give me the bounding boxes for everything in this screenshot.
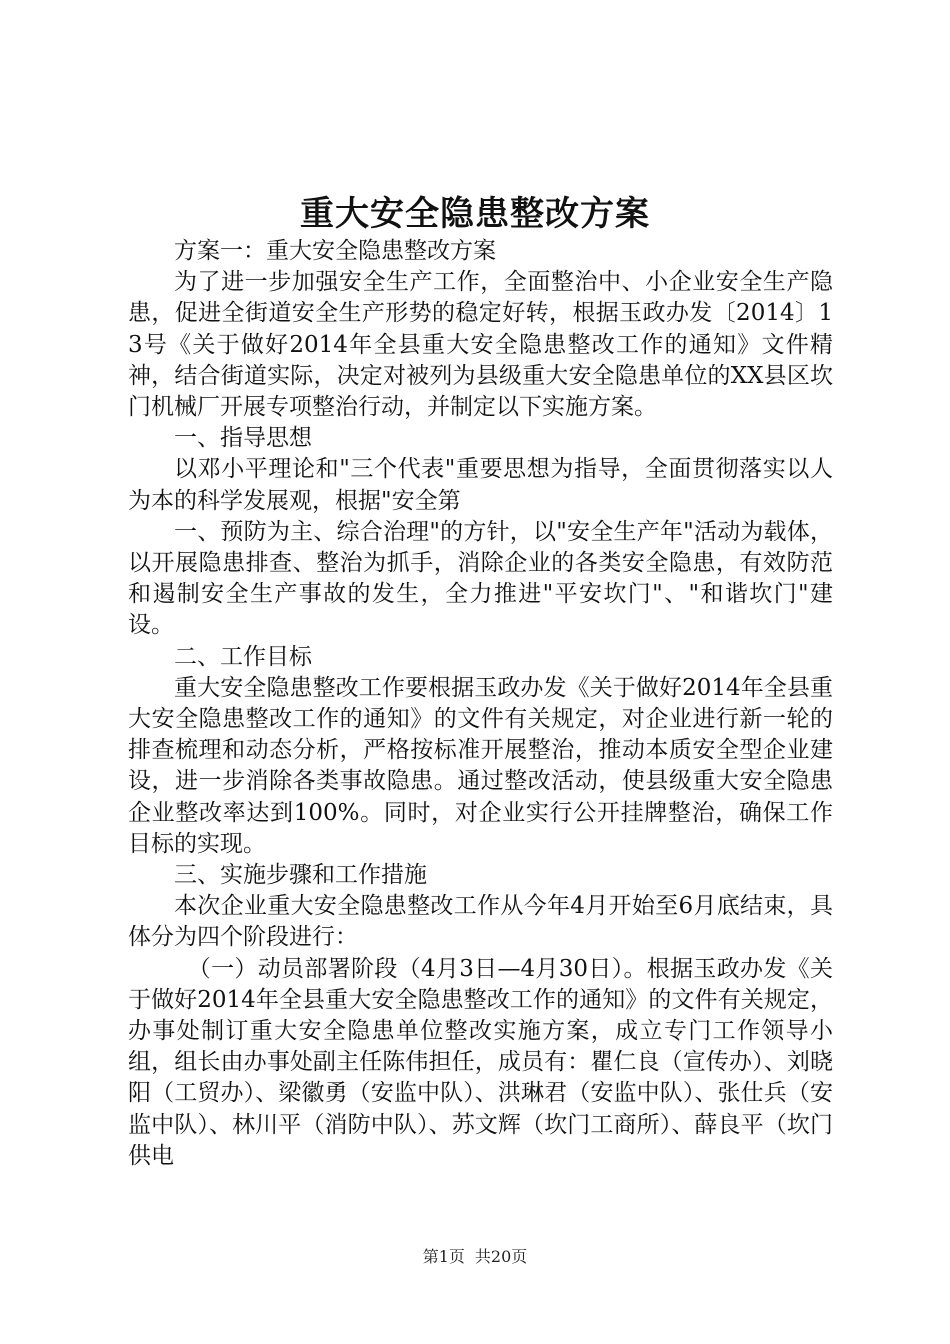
paragraph-intro: 为了进一步加强安全生产工作，全面整治中、小企业安全生产隐患，促进全街道安全生产形势的稳定好转，根据玉政办发〔2014〕13号《关于做好2014年全县重大安全隐患整改工作的通知》文件精神，结合街道实际，决定对被列为县级重大安全隐患单位的XX县区坎门机械厂开展专项整治行动，并制定以下实施方案。 [128, 269, 833, 421]
page-total: 共20页 [474, 1247, 528, 1266]
paragraph-plan-heading: 方案一：重大安全隐患整改方案 [174, 238, 496, 264]
document-title: 重大安全隐患整改方案 [300, 194, 650, 234]
paragraph-implementation-intro: 本次企业重大安全隐患整改工作从今年4月开始至6月底结束，具体分为四个阶段进行： [128, 893, 833, 951]
page-footer [0, 1244, 950, 1267]
document-body [128, 236, 833, 1172]
paragraph-stage-one: （一）动员部署阶段（4月3日—4月30日）。根据玉政办发《关于做好2014年全县重大安全隐患整改工作的通知》的文件有关规定，办事处制订重大安全隐患单位整改实施方案，成立专门工作领导小组，组长由办事处副主任陈伟担任，成员有：瞿仁良（宣传办）、刘晓阳（工贸办）、梁徽勇（安监中队）、洪琳君（安监中队）、张仕兵（安监中队）、林川平（消防中队）、苏文辉（坎门工商所）、薛良平（坎门供电 [128, 955, 833, 1169]
paragraph-work-goals: 重大安全隐患整改工作要根据玉政办发《关于做好2014年全县重大安全隐患整改工作的通知》的文件有关规定，对企业进行新一轮的排查梳理和动态分析，严格按标准开展整治，推动本质安全型企业建设，进一步消除各类事故隐患。通过整改活动，使县级重大安全隐患企业整改率达到100%。同时，对企业实行公开挂牌整治，确保工作目标的实现。 [128, 674, 833, 857]
section-heading-guiding-thought: 一、指导思想 [174, 425, 312, 452]
page-number: 第1页 [422, 1247, 465, 1266]
paragraph-guiding-thought-1: 以邓小平理论和"三个代表"重要思想为指导，全面贯彻落实以人为本的科学发展观，根据"安全第 [128, 456, 833, 514]
paragraph-guiding-thought-2: 一、预防为主、综合治理"的方针，以"安全生产年"活动为载体，以开展隐患排查、整治为抓手，消除企业的各类安全隐患，有效防范和遏制安全生产事故的发生，全力推进"平安坎门"、"和谐坎门"建设。 [128, 518, 833, 639]
section-heading-work-goals: 二、工作目标 [174, 643, 312, 670]
section-heading-implementation: 三、实施步骤和工作措施 [174, 862, 427, 889]
